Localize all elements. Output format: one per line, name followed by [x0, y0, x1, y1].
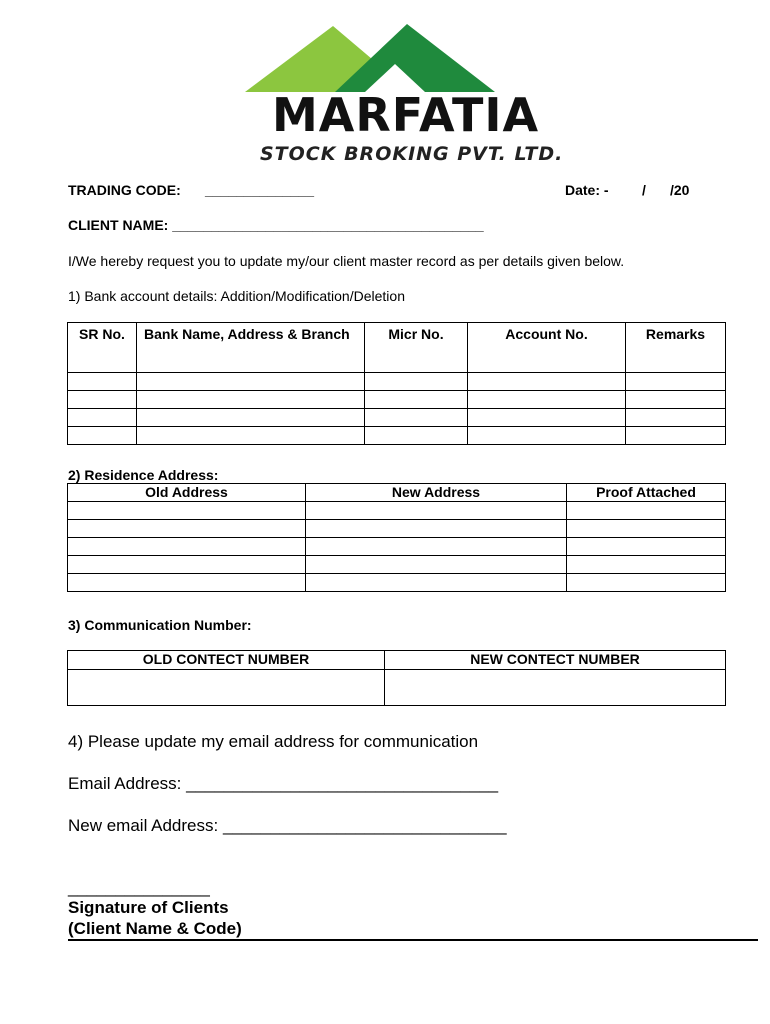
table-row	[68, 502, 726, 520]
date-year: /20	[670, 182, 690, 198]
signature-blank[interactable]: _______________	[68, 878, 210, 897]
email-section-heading: 4) Please update my email address for communication	[68, 732, 479, 751]
bank-col-remarks: Remarks	[626, 323, 726, 373]
bank-col-sr: SR No.	[68, 323, 137, 373]
table-row	[68, 574, 726, 592]
bank-table	[67, 322, 726, 445]
communication-section-heading: 3) Communication Number:	[68, 617, 252, 633]
comm-col-old: OLD CONTECT NUMBER	[68, 651, 385, 670]
residence-col-new: New Address	[306, 484, 567, 502]
residence-section-heading: 2) Residence Address:	[68, 467, 219, 483]
table-row	[68, 427, 726, 445]
bank-section-heading: 1) Bank account details: Addition/Modification/Deletion	[68, 288, 405, 304]
comm-col-new: NEW CONTECT NUMBER	[385, 651, 726, 670]
table-row	[68, 538, 726, 556]
date-label: Date: -	[565, 182, 609, 198]
signature-rule	[68, 939, 758, 941]
bank-col-account: Account No.	[468, 323, 626, 373]
table-row	[68, 670, 726, 706]
residence-table	[67, 483, 726, 592]
trading-code-field[interactable]: ______________	[205, 182, 315, 198]
old-contact-number-cell[interactable]	[68, 670, 385, 706]
residence-col-proof: Proof Attached	[567, 484, 726, 502]
table-row	[68, 373, 726, 391]
intro-text: I/We hereby request you to update my/our client master record as per details given below.	[68, 253, 625, 269]
table-row	[68, 391, 726, 409]
bank-col-micr: Micr No.	[365, 323, 468, 373]
logo-subtitle: STOCK BROKING PVT. LTD.	[260, 143, 564, 165]
trading-code-label: TRADING CODE:	[68, 182, 181, 198]
table-row	[68, 556, 726, 574]
logo-name: MARFATIA	[272, 88, 540, 142]
residence-col-old: Old Address	[68, 484, 306, 502]
signature-label: Signature of Clients	[68, 898, 229, 917]
new-contact-number-cell[interactable]	[385, 670, 726, 706]
date-separator: /	[642, 182, 646, 198]
table-row	[68, 520, 726, 538]
communication-table	[67, 650, 726, 706]
bank-col-bank-name: Bank Name, Address & Branch	[137, 323, 365, 373]
new-email-address-field[interactable]: New email Address: ______________________________	[68, 816, 507, 835]
email-address-field[interactable]: Email Address: _________________________________	[68, 774, 499, 793]
signature-sublabel: (Client Name & Code)	[68, 919, 242, 938]
client-name-field[interactable]: CLIENT NAME: ________________________________________	[68, 217, 484, 233]
table-row	[68, 409, 726, 427]
